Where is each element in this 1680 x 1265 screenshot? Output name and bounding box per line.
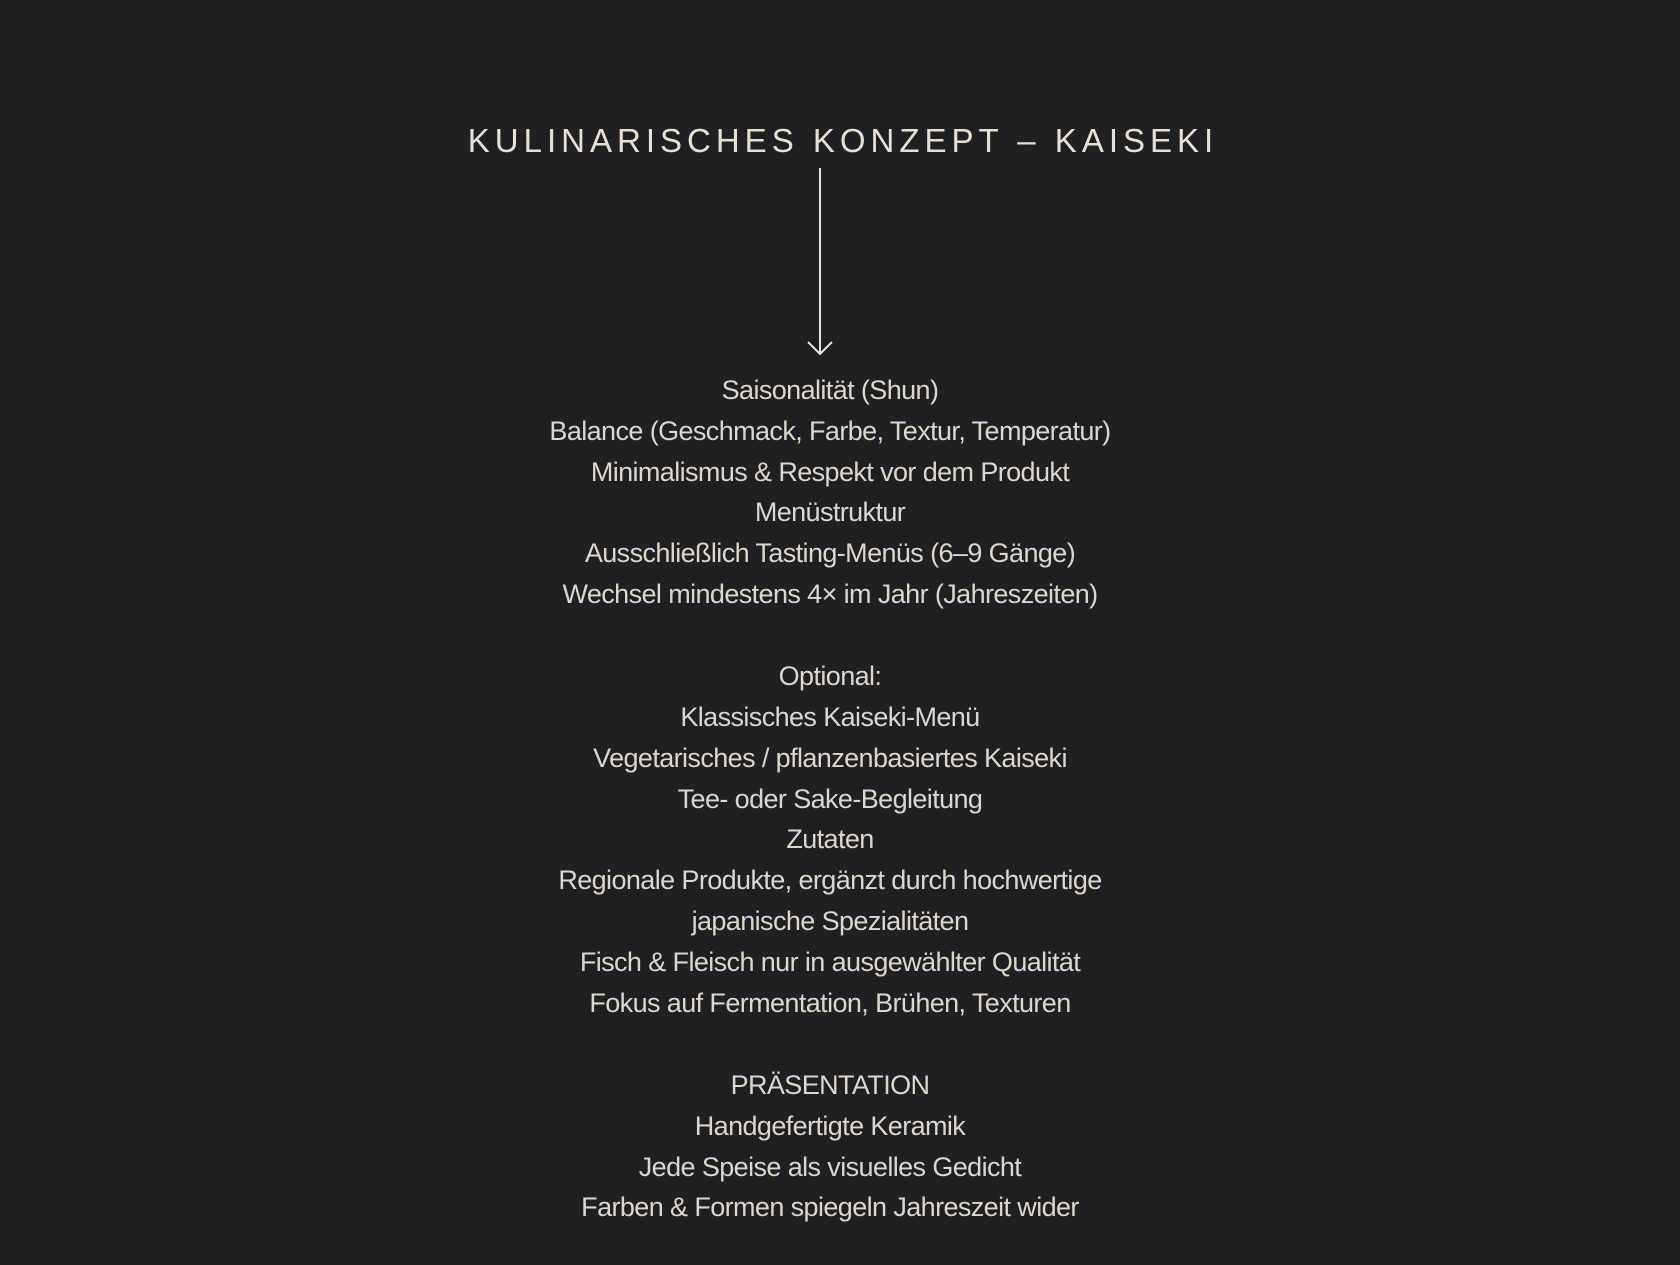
text-line: Menüstruktur: [754, 497, 906, 528]
text-line: Zutaten: [786, 824, 874, 855]
text-line: Balance (Geschmack, Farbe, Textur, Temperatur): [549, 415, 1111, 446]
text-line: Klassisches Kaiseki-Menü: [680, 702, 980, 733]
text-line: Vegetarisches / pflanzenbasiertes Kaiseki: [593, 742, 1067, 773]
text-line: Fisch & Fleisch nur in ausgewählter Qualität: [579, 946, 1081, 977]
text-line: japanische Spezialitäten: [691, 906, 969, 937]
spacer: [440, 1023, 1220, 1065]
text-line: Fokus auf Fermentation, Brühen, Texturen: [589, 987, 1071, 1018]
text-line: Farben & Formen spiegeln Jahreszeit wider: [581, 1192, 1079, 1223]
text-line: Handgefertigte Keramik: [694, 1110, 966, 1141]
text-line: Saisonalität (Shun): [721, 375, 939, 405]
text-line: Optional:: [778, 661, 882, 692]
page-title: KULINARISCHES KONZEPT – KAISEKI: [467, 122, 1219, 159]
text-line: Ausschließlich Tasting-Menüs (6–9 Gänge): [584, 538, 1076, 569]
section-heading: PRÄSENTATION: [730, 1069, 930, 1100]
spacer: [440, 615, 1220, 657]
concept-text: [440, 370, 1220, 1228]
text-line: Minimalismus & Respekt vor dem Produkt: [590, 456, 1070, 487]
text-line: Wechsel mindestens 4× im Jahr (Jahreszeiten): [562, 578, 1098, 609]
optional-block: [440, 656, 1220, 1023]
presentation-block: [440, 1065, 1220, 1228]
text-line: Regionale Produkte, ergänzt durch hochwertige: [558, 865, 1102, 896]
text-line: Tee- oder Sake-Begleitung: [677, 783, 983, 814]
principles-block: [440, 370, 1220, 615]
arrow-down-icon: [805, 168, 835, 358]
text-line: Jede Speise als visuelles Gedicht: [638, 1151, 1022, 1182]
